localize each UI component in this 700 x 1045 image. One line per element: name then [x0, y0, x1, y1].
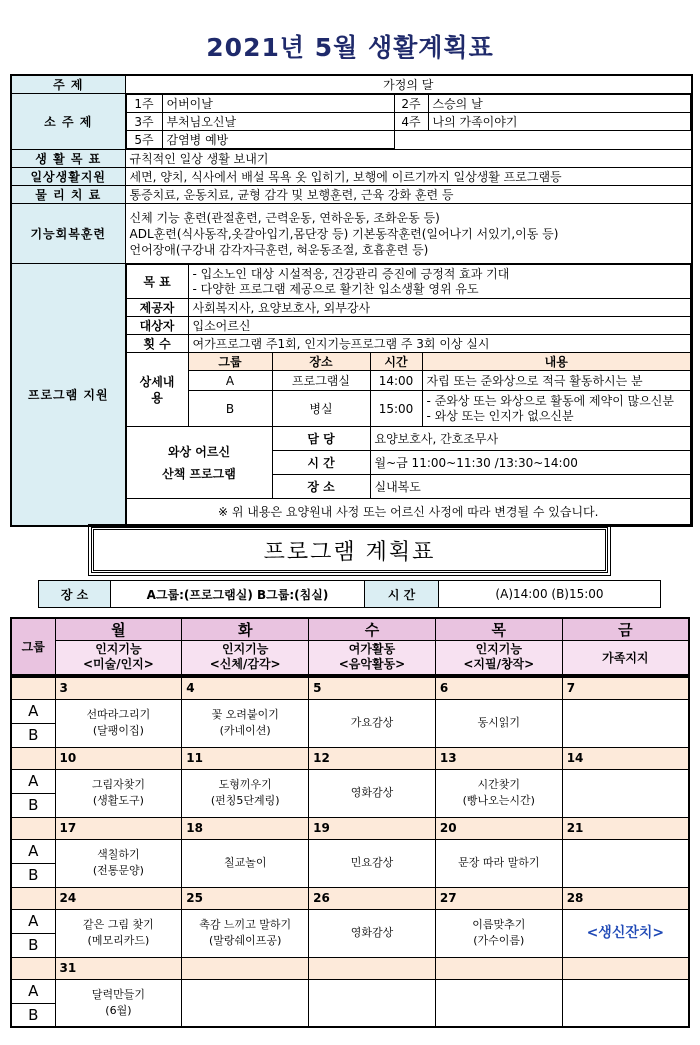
activity-title: 색칠하기: [97, 848, 140, 861]
calendar-date: 17: [55, 817, 182, 839]
category-line: 인지기능: [95, 642, 142, 657]
calendar-date: 19: [309, 817, 436, 839]
group-b-label: B: [11, 863, 55, 887]
calendar-activity: [55, 769, 182, 817]
group-a-label: A: [11, 909, 55, 933]
detail-header-place: 장소: [272, 353, 370, 371]
calendar-activity: [435, 839, 562, 887]
detail-header-group: 그룹: [188, 353, 272, 371]
week-5-label: 5주: [126, 131, 162, 149]
detail-place: 프로그램실: [272, 371, 370, 391]
calendar-activity: [182, 839, 309, 887]
group-header: 그룹: [11, 618, 55, 675]
count-label: 횟 수: [126, 335, 188, 353]
calendar-activity: [309, 769, 436, 817]
week-2-topic: 스승의 날: [428, 95, 691, 113]
day-category-thu: [435, 641, 562, 675]
week-3-topic: 부처님오신날: [162, 113, 394, 131]
day-category-fri: 가족지지: [562, 641, 689, 675]
group-b-label: B: [11, 1003, 55, 1027]
calendar-activity: [562, 909, 689, 957]
activity-subtitle: (생활도구): [92, 794, 144, 807]
place-time-bar: [38, 580, 661, 608]
activity-title: 시간찾기: [477, 778, 521, 791]
week-2-label: 2주: [394, 95, 428, 113]
calendar-activity: [309, 909, 436, 957]
calendar-date: [435, 957, 562, 979]
daily-support-label: 일상생활지원: [11, 168, 125, 186]
walk-place-value: 실내복도: [370, 475, 691, 499]
date-row-spacer: [11, 957, 55, 979]
calendar-date: 11: [182, 747, 309, 769]
goal-label: 생 활 목 표: [11, 150, 125, 168]
category-line: 여가활동: [348, 642, 396, 657]
week-4-topic: 나의 가족이야기: [428, 113, 691, 131]
detail-time: 15:00: [370, 391, 422, 427]
program-note: ※ 위 내용은 요양원내 사정 또는 어르신 사정에 따라 변경될 수 있습니다.: [126, 499, 691, 525]
calendar-date: 3: [55, 677, 182, 699]
count-value: 여가프로그램 주1회, 인지기능프로그램 주 3회 이상 실시: [188, 335, 691, 353]
detail-content-line: - 준와상 또는 와상으로 활동에 제약이 많으신분: [426, 393, 674, 408]
calendar-activity: [182, 909, 309, 957]
calendar-activity: [55, 699, 182, 747]
calendar-date-row: [11, 817, 689, 839]
target-value: 입소어르신: [188, 317, 691, 335]
calendar-date: 24: [55, 887, 182, 909]
time-label: 시 간: [365, 581, 439, 608]
walk-staff-value: 요양보호사, 간호조무사: [370, 427, 691, 451]
week-3-label: 3주: [126, 113, 162, 131]
program-support-label: 프로그램 지원: [11, 264, 125, 527]
calendar-activity-row: [11, 979, 689, 1003]
calendar-activity-row: [11, 699, 689, 723]
activity-title: 꽃 오려붙이기: [211, 708, 279, 721]
calendar-activity: [435, 979, 562, 1027]
rehab-line: ADL훈련(식사동작,옷갈아입기,몸단장 등) 기본동작훈련(일어나기 서있기,이동 등): [129, 226, 559, 241]
calendar-date: 7: [562, 677, 689, 699]
calendar-date: [562, 957, 689, 979]
program-plan-title: 프로그램 계획표: [91, 527, 608, 573]
calendar-date: 13: [435, 747, 562, 769]
walk-place-label: 장 소: [272, 475, 370, 499]
group-b-label: B: [11, 723, 55, 747]
date-row-spacer: [11, 677, 55, 699]
activity-title: 달력만들기: [91, 987, 145, 1001]
day-category-tue: [182, 641, 309, 675]
calendar-date: 12: [309, 747, 436, 769]
calendar-activity-row: [11, 909, 689, 933]
calendar-date: [182, 957, 309, 979]
sub-theme-label: 소 주 제: [11, 94, 125, 150]
category-line: <신체/감각>: [209, 657, 281, 672]
calendar-date: 6: [435, 677, 562, 699]
group-b-label: B: [11, 933, 55, 957]
week-1-topic: 어버이날: [162, 95, 394, 113]
activity-subtitle: (펀칭5단계링): [210, 794, 280, 807]
theme-label: 주 제: [11, 75, 125, 94]
activity-subtitle: (말랑쉐이프공): [209, 934, 282, 947]
calendar-activity: [562, 769, 689, 817]
calendar-activity: [55, 979, 182, 1027]
detail-group: B: [188, 391, 272, 427]
calendar-activity: [309, 839, 436, 887]
physical-therapy-value: 통증치료, 운동치료, 균형 감각 및 보행훈련, 근육 강화 훈련 등: [125, 186, 692, 204]
activity-title: 같은 그림 찾기: [83, 918, 154, 931]
weekday-header: [10, 617, 690, 676]
activity-subtitle: (빵나오는시간): [462, 794, 535, 807]
plan-summary-table: [10, 74, 693, 527]
group-a-label: A: [11, 769, 55, 793]
calendar-date: 10: [55, 747, 182, 769]
activity-title: 영화감상: [350, 786, 394, 799]
walk-staff-label: 담 당: [272, 427, 370, 451]
calendar-date-row: [11, 677, 689, 699]
calendar-activity-row: [11, 839, 689, 863]
detail-place: 병실: [272, 391, 370, 427]
walk-label-line: 와상 어르신: [167, 444, 231, 459]
calendar-activity: [309, 699, 436, 747]
calendar-date-row: [11, 887, 689, 909]
week-1-label: 1주: [126, 95, 162, 113]
group-b-label: B: [11, 793, 55, 817]
theme-value: 가정의 달: [125, 75, 692, 94]
detail-label-line: 용: [151, 390, 163, 405]
category-line: <지필/창작>: [463, 657, 535, 672]
detail-content: 자립 또는 준와상으로 적극 활동하시는 분: [422, 371, 691, 391]
detail-header-time: 시간: [370, 353, 422, 371]
calendar-activity: [562, 839, 689, 887]
program-detail-table: [126, 264, 692, 525]
day-header-thu: 목: [435, 618, 562, 641]
walk-program-label: [126, 427, 272, 499]
walk-label-line: 산책 프로그램: [162, 466, 236, 481]
program-goal-label: 목 표: [126, 265, 188, 299]
calendar-activity-row: [11, 769, 689, 793]
walk-time-label: 시 간: [272, 451, 370, 475]
calendar-date: 4: [182, 677, 309, 699]
calendar-activity: [55, 839, 182, 887]
calendar-date: 25: [182, 887, 309, 909]
activity-title: 그림자찾기: [91, 778, 145, 791]
category-line: 인지기능: [222, 642, 269, 657]
time-value: (A)14:00 (B)15:00: [439, 581, 661, 608]
activity-title: 동시읽기: [477, 716, 521, 729]
group-a-label: A: [11, 699, 55, 723]
daily-support-value: 세면, 양치, 식사에서 배설 목욕 옷 입히기, 보행에 이르기까지 일상생활 프로그램등: [125, 168, 692, 186]
walk-time-value: 월~금 11:00~11:30 /13:30~14:00: [370, 451, 691, 475]
calendar-date: 26: [309, 887, 436, 909]
activity-title: 선따라그리기: [86, 708, 151, 721]
provider-label: 제공자: [126, 299, 188, 317]
day-header-tue: 화: [182, 618, 309, 641]
calendar-date: 20: [435, 817, 562, 839]
provider-value: 사회복지사, 요양보호사, 외부강사: [188, 299, 691, 317]
calendar-activity: [562, 699, 689, 747]
activity-title: 영화감상: [350, 926, 394, 939]
calendar-activity: [435, 769, 562, 817]
rehab-label: 기능회복훈련: [11, 204, 125, 264]
detail-header-content: 내용: [422, 353, 691, 371]
detail-content-line: - 와상 또는 인지가 없으신분: [426, 408, 574, 423]
calendar-date: 14: [562, 747, 689, 769]
calendar-date: 21: [562, 817, 689, 839]
activity-title: 칠교놀이: [223, 856, 267, 869]
rehab-line: 신체 기능 훈련(관절훈련, 근력운동, 연하운동, 조화운동 등): [129, 210, 440, 225]
program-calendar: [10, 676, 690, 1028]
calendar-activity: [182, 699, 309, 747]
day-category-wed: [309, 641, 436, 675]
week-4-label: 4주: [394, 113, 428, 131]
activity-subtitle: (6월): [105, 1003, 132, 1017]
detail-label-line: 상세내: [139, 374, 175, 389]
week-5-topic: 감염병 예방: [162, 131, 394, 149]
activity-title: 가요감상: [350, 716, 394, 729]
calendar-activity: [309, 979, 436, 1027]
activity-subtitle: (달팽이집): [92, 724, 144, 737]
physical-therapy-label: 물 리 치 료: [11, 186, 125, 204]
rehab-line: 언어장애(구강내 감각자극훈련, 혀운동조절, 호흡훈련 등): [129, 242, 429, 257]
activity-subtitle: (카네이션): [219, 724, 271, 737]
category-line: 인지기능: [475, 642, 522, 657]
place-label: 장 소: [39, 581, 111, 608]
detail-time: 14:00: [370, 371, 422, 391]
calendar-activity: [435, 699, 562, 747]
calendar-activity: [435, 909, 562, 957]
calendar-date: [309, 957, 436, 979]
calendar-activity: [182, 979, 309, 1027]
detail-label: [126, 353, 188, 427]
page-title: 2021년 5월 생활계획표: [206, 33, 494, 62]
detail-group: A: [188, 371, 272, 391]
activity-title: 촉감 느끼고 말하기: [199, 918, 292, 931]
day-header-fri: 금: [562, 618, 689, 641]
activity-subtitle: (전통문양): [92, 864, 144, 877]
date-row-spacer: [11, 887, 55, 909]
day-category-mon: [55, 641, 182, 675]
program-goal-line: - 입소노인 대상 시설적응, 건강관리 증진에 긍정적 효과 기대: [192, 266, 510, 281]
day-header-wed: 수: [309, 618, 436, 641]
activity-title: 문장 따라 말하기: [458, 856, 540, 869]
activity-subtitle: (가수이름): [473, 934, 525, 947]
calendar-date-row: [11, 957, 689, 979]
calendar-date: 28: [562, 887, 689, 909]
date-row-spacer: [11, 817, 55, 839]
day-header-mon: 월: [55, 618, 182, 641]
calendar-date-row: [11, 747, 689, 769]
program-goal-line: - 다양한 프로그램 제공으로 활기찬 입소생활 영위 유도: [192, 281, 479, 296]
group-a-label: A: [11, 979, 55, 1003]
calendar-date: 27: [435, 887, 562, 909]
group-a-label: A: [11, 839, 55, 863]
category-line: <음악활동>: [338, 657, 406, 672]
calendar-date: 5: [309, 677, 436, 699]
calendar-date: 18: [182, 817, 309, 839]
target-label: 대상자: [126, 317, 188, 335]
category-line: <미술/인지>: [82, 657, 154, 672]
activity-subtitle: (메모리카드): [87, 934, 150, 947]
activity-title: 이름맞추기: [472, 918, 526, 931]
activity-title: <생신잔치>: [586, 925, 665, 941]
calendar-activity: [55, 909, 182, 957]
activity-title: 도형끼우기: [218, 778, 272, 791]
calendar-date: 31: [55, 957, 182, 979]
calendar-activity: [562, 979, 689, 1027]
activity-title: 민요감상: [350, 856, 394, 869]
sub-theme-table: [126, 94, 692, 149]
goal-value: 규칙적인 일상 생활 보내기: [125, 150, 692, 168]
calendar-activity: [182, 769, 309, 817]
place-value: A그룹:(프로그램실) B그룹:(침실): [111, 581, 365, 608]
date-row-spacer: [11, 747, 55, 769]
